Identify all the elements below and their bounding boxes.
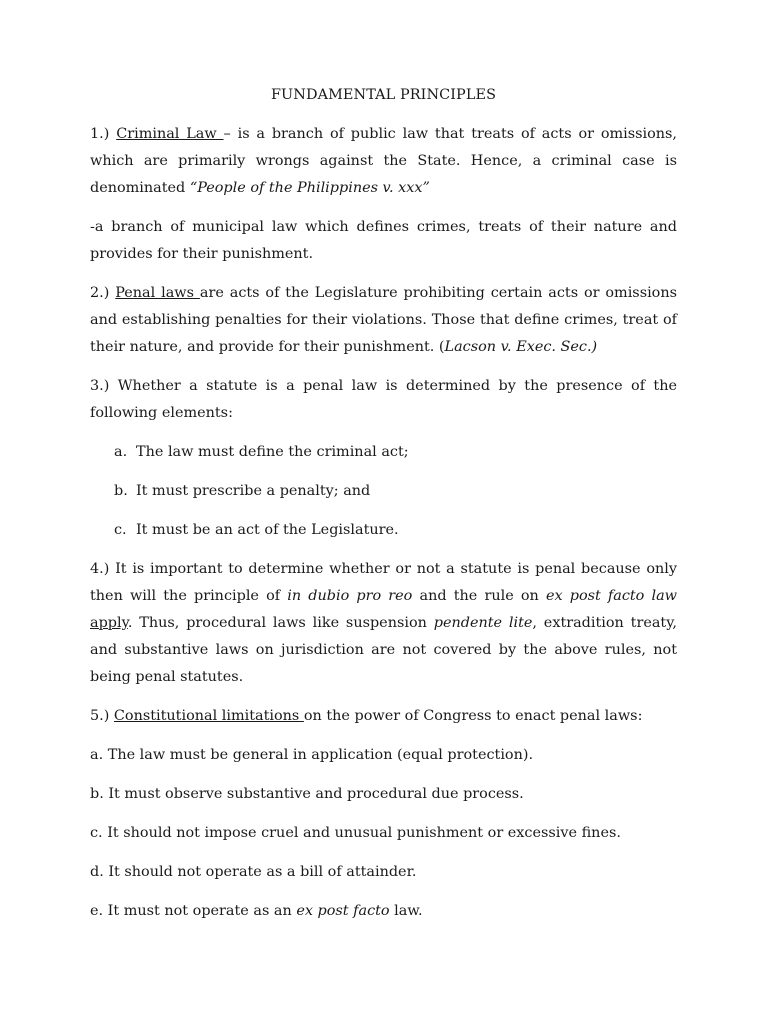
list-item: c. It should not impose cruel and unusual punishment or excessive fines.	[90, 825, 621, 841]
list-marker: a.	[114, 444, 128, 460]
elements-list	[90, 439, 677, 544]
list-item	[114, 517, 677, 544]
list-item-text: e. It must not operate as an	[90, 903, 297, 919]
paragraph-number: 5.)	[90, 708, 114, 724]
term-pendente-lite: pendente lite	[433, 615, 533, 631]
list-item	[90, 898, 677, 925]
list-item	[114, 439, 677, 466]
list-item	[114, 478, 677, 505]
paragraph-criminal-law	[90, 121, 677, 202]
term-apply: apply	[90, 615, 128, 631]
paragraph-text: on the power of Congress to enact penal laws:	[303, 708, 643, 724]
list-item-text: The law must define the criminal act;	[136, 444, 409, 460]
paragraph-statute-elements: 3.) Whether a statute is a penal law is determined by the presence of the following elements:	[90, 378, 677, 421]
list-item-text: It must prescribe a penalty; and	[136, 483, 371, 499]
limitations-list	[90, 742, 677, 925]
paragraph-text: 4.) It is important to determine whether or not a statute is penal because only then will the principle of	[90, 561, 677, 604]
term-ex-post-facto: ex post facto	[296, 903, 390, 919]
paragraph-text: and the rule on	[412, 588, 546, 604]
paragraph-municipal-law: -a branch of municipal law which defines crimes, treats of their nature and provides for their punishment.	[90, 219, 677, 262]
paragraph-text: are acts of the Legislature prohibiting certain acts or omissions and establishing penalties for their violations. Those that define crimes, treat of their nature, and provide for their punishment. (	[90, 285, 678, 355]
list-marker: c.	[114, 522, 127, 538]
document-page	[90, 82, 677, 937]
paragraph-penal-laws	[90, 280, 677, 361]
term-constitutional-limitations: Constitutional limitations	[113, 708, 304, 724]
paragraph-importance	[90, 556, 677, 691]
list-item-text: law.	[389, 903, 423, 919]
case-citation: Lacson v. Exec. Sec.)	[444, 339, 598, 355]
list-marker: b.	[114, 483, 128, 499]
document-title: FUNDAMENTAL PRINCIPLES	[270, 87, 497, 103]
list-item: d. It should not operate as a bill of attainder.	[90, 864, 417, 880]
list-item: a. The law must be general in application (equal protection).	[90, 747, 534, 763]
paragraph-text: . Thus, procedural laws like suspension	[127, 615, 434, 631]
paragraph-number: 1.)	[90, 126, 117, 142]
term-in-dubio-pro-reo: in dubio pro reo	[287, 588, 413, 604]
term-criminal-law: Criminal Law	[116, 126, 224, 142]
paragraph-text: – is a branch of public law that treats of acts or omissions, which are primarily wrongs against the State. Hence, a criminal case is denominated	[90, 126, 678, 196]
list-item: b. It must observe substantive and procedural due process.	[90, 786, 524, 802]
paragraph-constitutional-limitations	[90, 703, 677, 730]
case-denomination: “People of the Philippines v. xxx”	[189, 180, 430, 196]
paragraph-number: 2.)	[90, 285, 116, 301]
list-item-text: It must be an act of the Legislature.	[136, 522, 399, 538]
term-penal-laws: Penal laws	[115, 285, 200, 301]
term-ex-post-facto-law: ex post facto law	[545, 588, 677, 604]
paragraph-text: , extradition treaty, and substantive laws on jurisdiction are not covered by the above rules, not being penal statutes.	[90, 615, 677, 685]
